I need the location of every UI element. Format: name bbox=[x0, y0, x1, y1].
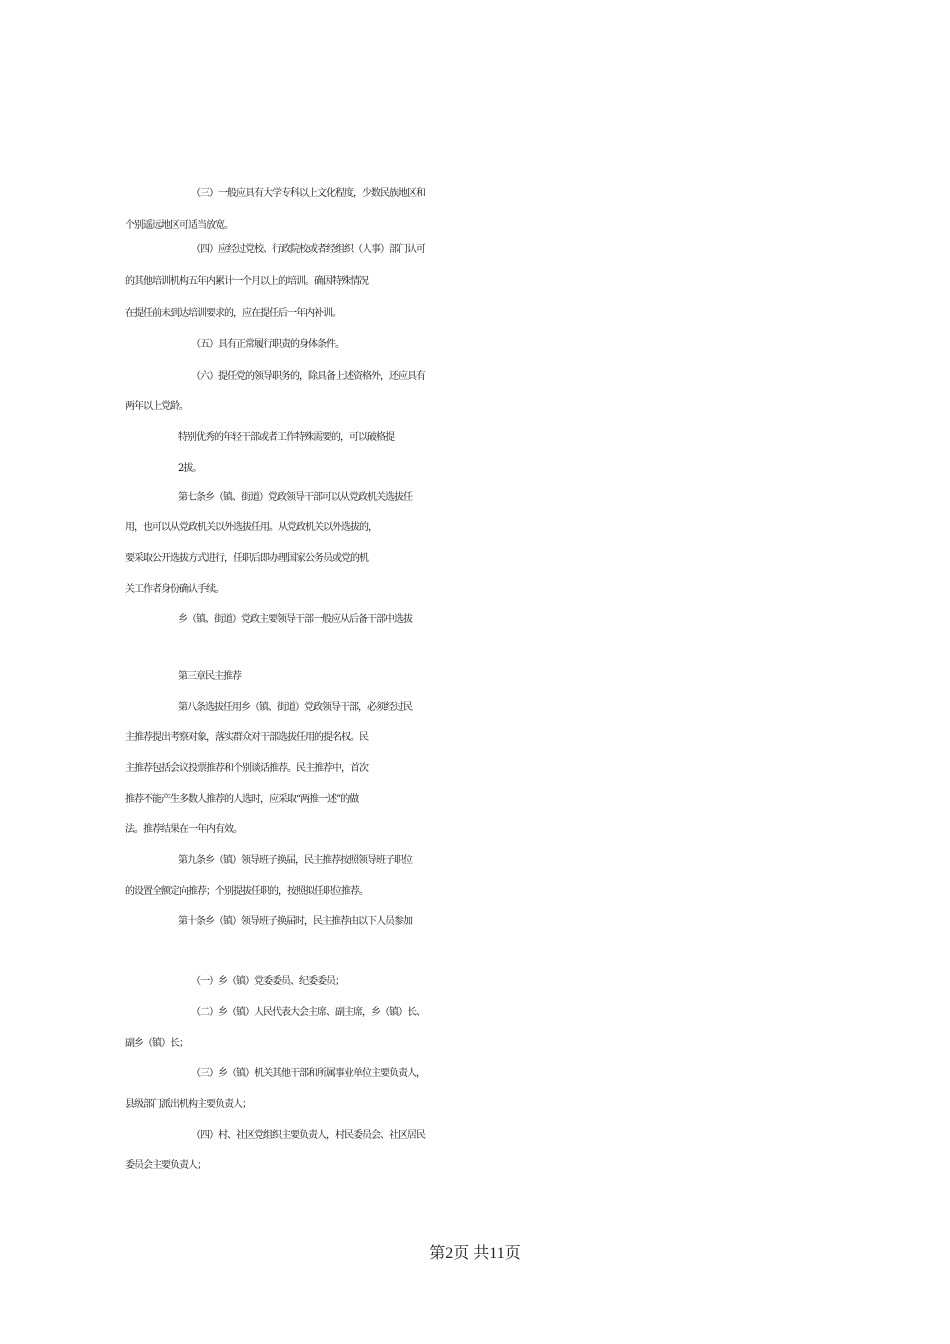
text-line: 第八条选拔任用乡（镇、街道）党政领导干部，必须经过民 bbox=[178, 702, 412, 713]
text-line: 在提任前未到达培训要求的，应在提任后一年内补训。 bbox=[125, 308, 341, 319]
text-line: 第七条乡（镇、街道）党政领导干部可以从党政机关选拔任 bbox=[178, 492, 412, 503]
text-line: 主推荐提出考察对象，落实群众对干部选拔任用的提名权。民 bbox=[125, 732, 368, 743]
text-line: 的其他培训机构五年内累计一个月以上的培训。确因特殊情况 bbox=[125, 276, 368, 287]
text-line: 用，也可以从党政机关以外选拔任用。从党政机关以外选拔的， bbox=[125, 522, 377, 533]
text-line: （六）提任党的领导职务的，除具备上述资格外，还应具有 bbox=[191, 371, 425, 382]
text-line: （三）乡（镇）机关其他干部和所属事业单位主要负责人， bbox=[191, 1068, 425, 1079]
text-line: 第十条乡（镇）领导班子换届时，民主推荐由以下人员参加 bbox=[178, 916, 412, 927]
page-number-footer: 第2页 共11页 bbox=[429, 1245, 521, 1262]
text-line: 两年以上党龄。 bbox=[125, 401, 188, 412]
text-line: 推荐不能产生多数人推荐的人选时，应采取“两推一述”的做 bbox=[125, 794, 359, 805]
chapter-heading: 第三章民主推荐 bbox=[178, 671, 241, 682]
text-line: 主推荐包括会议投票推荐和个别谈话推荐。民主推荐中，首次 bbox=[125, 763, 368, 774]
text-line: （四）应经过党校、行政院校或者经组织（人事）部门认可 bbox=[191, 244, 425, 255]
text-line: （一）乡（镇）党委委员、纪委委员； bbox=[191, 976, 344, 987]
text-line: 的设置全额定向推荐；个别提拔任职的，按照拟任职位推荐。 bbox=[125, 886, 368, 897]
text-line: 乡（镇、街道）党政主要领导干部一般应从后备干部中选拔 bbox=[178, 614, 412, 625]
text-line: 副乡（镇）长； bbox=[125, 1038, 188, 1049]
text-line: （二）乡（镇）人民代表大会主席、副主席，乡（镇）长、 bbox=[191, 1007, 425, 1018]
text-line: （四）村、社区党组织主要负责人，村民委员会、社区居民 bbox=[191, 1130, 425, 1141]
text-line: 个别遥远地区可适当放宽。 bbox=[125, 220, 233, 231]
text-line: （五）具有正常履行职责的身体条件。 bbox=[191, 339, 344, 350]
text-line: 2拔。 bbox=[178, 463, 202, 474]
text-line: 县级部门派出机构主要负责人； bbox=[125, 1099, 251, 1110]
text-line: 委员会主要负责人； bbox=[125, 1160, 206, 1171]
text-line: 法。推荐结果在一年内有效。 bbox=[125, 824, 242, 835]
text-line: 第九条乡（镇）领导班子换届，民主推荐按照领导班子职位 bbox=[178, 855, 412, 866]
text-line: 要采取公开选拔方式进行，任职后即办理国家公务员或党的机 bbox=[125, 553, 368, 564]
text-line: （三）一般应具有大学专科以上文化程度，少数民族地区和 bbox=[191, 188, 425, 199]
text-line: 关工作者身份确认手续。 bbox=[125, 584, 224, 595]
text-line: 特别优秀的年轻干部或者工作特殊需要的，可以破格提 bbox=[178, 432, 394, 443]
